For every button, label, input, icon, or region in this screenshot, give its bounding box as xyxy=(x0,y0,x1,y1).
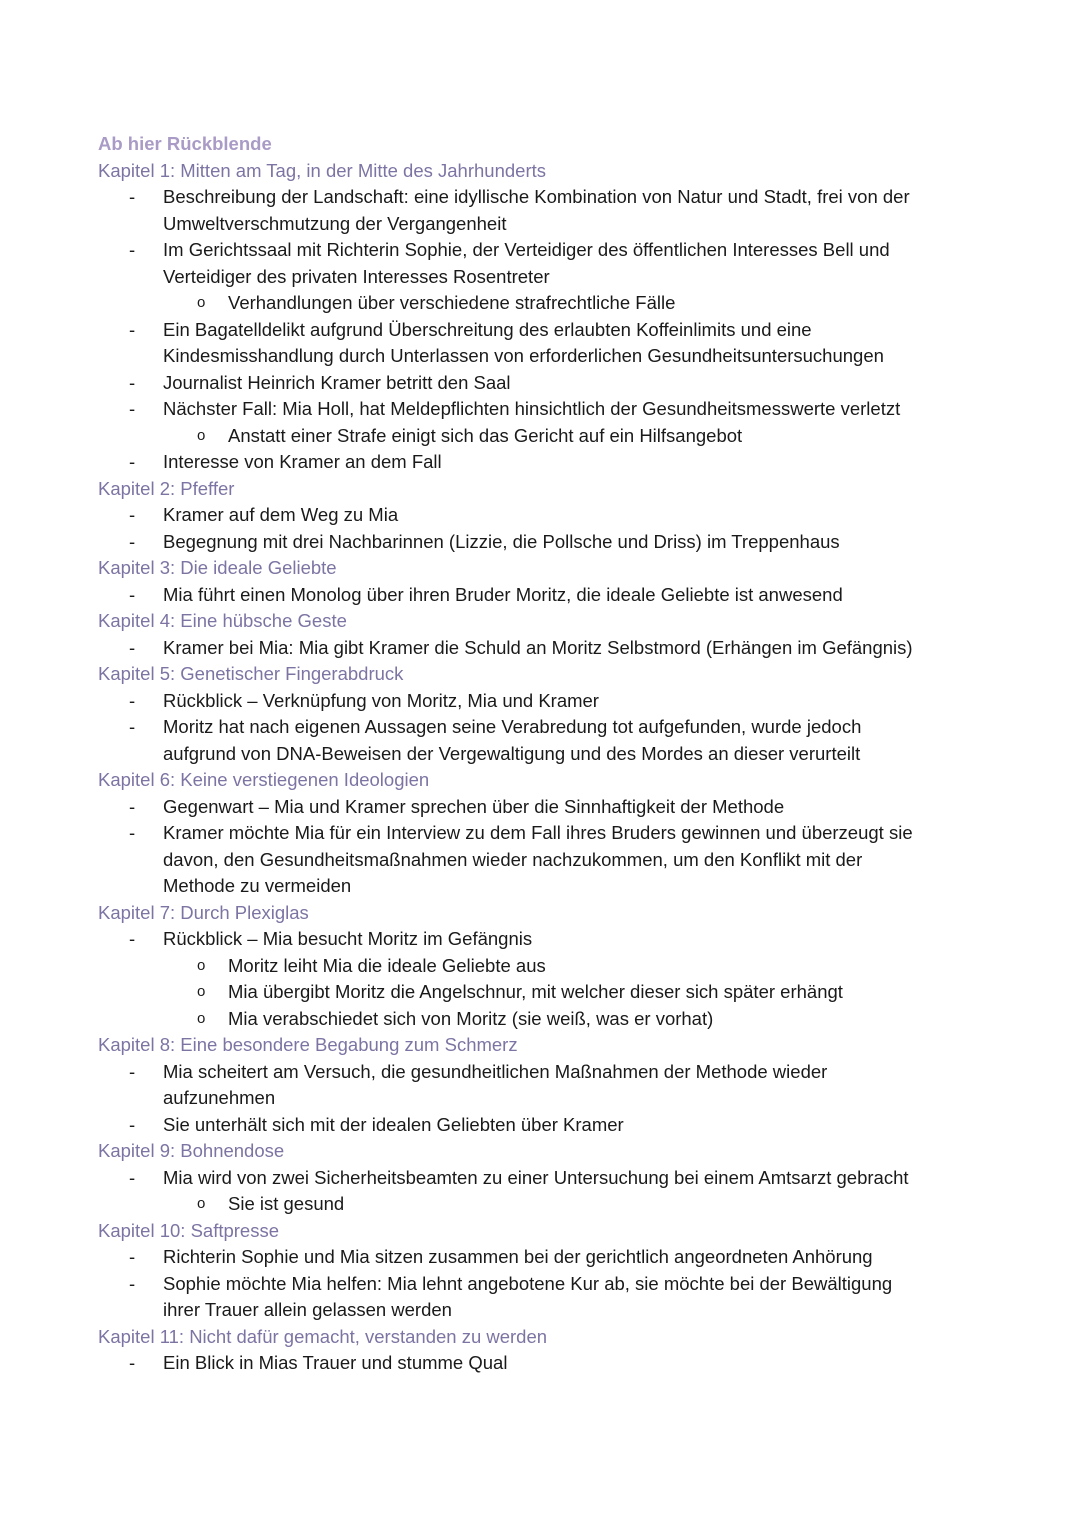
sub-bullet-item xyxy=(98,1006,998,1033)
item-text: Sophie möchte Mia helfen: Mia lehnt angebotene Kur ab, sie möchte bei der Bewältigung xyxy=(163,1272,893,1294)
chapter-title: Kapitel 5: Genetischer Fingerabdruck xyxy=(98,663,404,684)
item-text: Ein Blick in Mias Trauer und stumme Qual xyxy=(163,1352,508,1373)
bullet-item xyxy=(98,1165,998,1192)
item-text: Verteidiger des privaten Interesses Rosentreter xyxy=(163,265,550,287)
item-text: Sie unterhält sich mit der idealen Geliebten über Kramer xyxy=(163,1113,624,1135)
bullet-continuation xyxy=(98,873,998,900)
circle-bullet-icon: o xyxy=(197,956,206,974)
dash-bullet-icon: - xyxy=(129,795,136,817)
bullet-item xyxy=(98,1244,998,1271)
circle-bullet-icon: o xyxy=(197,1195,206,1212)
dash-bullet-icon: - xyxy=(129,1166,136,1188)
bullet-item xyxy=(98,237,998,264)
bullet-item xyxy=(98,184,998,211)
item-text: Ein Bagatelldelikt aufgrund Überschreitung des erlaubten Koffeinlimits und eine xyxy=(163,318,812,340)
bullet-item xyxy=(98,926,998,953)
chapter-title: Kapitel 2: Pfeffer xyxy=(98,477,235,499)
dash-bullet-icon: - xyxy=(129,530,136,552)
item-text: Kramer auf dem Weg zu Mia xyxy=(163,504,399,525)
item-text: Umweltverschmutzung der Vergangenheit xyxy=(163,212,507,234)
dash-bullet-icon: - xyxy=(129,822,136,843)
item-text: Gegenwart – Mia und Kramer sprechen über die Sinnhaftigkeit der Methode xyxy=(163,795,785,817)
bullet-item xyxy=(98,529,998,556)
item-text: Anstatt einer Strafe einigt sich das Gericht auf ein Hilfsangebot xyxy=(228,424,743,446)
dash-bullet-icon: - xyxy=(129,716,136,737)
dash-bullet-icon: - xyxy=(129,239,136,260)
item-text: Moritz hat nach eigenen Aussagen seine Verabredung tot aufgefunden, wurde jedoch xyxy=(163,716,862,737)
item-text: davon, den Gesundheitsmaßnahmen wieder nachzukommen, um den Konflikt mit der xyxy=(163,848,863,870)
bullet-continuation xyxy=(98,1085,998,1112)
dash-bullet-icon: - xyxy=(129,1113,136,1135)
dash-bullet-icon: - xyxy=(129,583,136,605)
dash-bullet-icon: - xyxy=(129,371,136,393)
item-text: Nächster Fall: Mia Holl, hat Meldepflichten hinsichtlich der Gesundheitsmesswerte verletzt xyxy=(163,398,901,419)
dash-bullet-icon: - xyxy=(129,1352,136,1373)
bullet-item xyxy=(98,1271,998,1298)
item-text: Begegnung mit drei Nachbarinnen (Lizzie, die Pollsche und Driss) im Treppenhaus xyxy=(163,530,840,552)
item-text: Richterin Sophie und Mia sitzen zusammen bei der gerichtlich angeordneten Anhörung xyxy=(163,1246,873,1267)
bullet-continuation xyxy=(98,847,998,874)
item-text: Rückblick – Verknüpfung von Moritz, Mia und Kramer xyxy=(163,689,599,711)
sub-bullet-item xyxy=(98,953,998,980)
dash-bullet-icon: - xyxy=(129,451,136,472)
bullet-item xyxy=(98,370,998,397)
chapter-title: Kapitel 9: Bohnendose xyxy=(98,1140,285,1161)
dash-bullet-icon: - xyxy=(129,1246,136,1267)
bullet-continuation xyxy=(98,741,998,768)
item-text: Mia übergibt Moritz die Angelschnur, mit welcher dieser sich später erhängt xyxy=(228,981,843,1002)
bullet-item xyxy=(98,688,998,715)
dash-bullet-icon: - xyxy=(129,928,136,949)
item-text: Kindesmisshandlung durch Unterlassen von erforderlichen Gesundheitsuntersuchungen xyxy=(163,345,884,366)
bullet-item xyxy=(98,635,998,662)
bullet-continuation xyxy=(98,343,998,370)
dash-bullet-icon: - xyxy=(129,186,136,207)
circle-bullet-icon: o xyxy=(197,983,206,1000)
dash-bullet-icon: - xyxy=(129,1272,136,1294)
bullet-item xyxy=(98,449,998,476)
circle-bullet-icon: o xyxy=(197,294,206,311)
chapter-title: Kapitel 3: Die ideale Geliebte xyxy=(98,557,337,578)
bullet-item xyxy=(98,714,998,741)
item-text: Mia führt einen Monolog über ihren Bruder Moritz, die ideale Geliebte ist anwesend xyxy=(163,583,843,605)
dash-bullet-icon: - xyxy=(129,636,136,658)
sub-bullet-item xyxy=(98,423,998,450)
item-text: Rückblick – Mia besucht Moritz im Gefängnis xyxy=(163,928,533,949)
item-text: Methode zu vermeiden xyxy=(163,875,352,896)
chapter-title: Kapitel 10: Saftpresse xyxy=(98,1219,279,1241)
chapter-title: Kapitel 4: Eine hübsche Geste xyxy=(98,610,347,631)
bullet-continuation xyxy=(98,211,998,238)
dash-bullet-icon: - xyxy=(129,689,136,711)
bullet-item xyxy=(98,582,998,609)
chapter-title: Kapitel 11: Nicht dafür gemacht, verstanden zu werden xyxy=(98,1325,548,1347)
item-text: aufgrund von DNA-Beweisen der Vergewaltigung und des Mordes an dieser verurteilt xyxy=(163,742,861,764)
item-text: Interesse von Kramer an dem Fall xyxy=(163,451,442,472)
bullet-continuation xyxy=(98,1297,998,1324)
document-body xyxy=(98,131,998,1377)
bullet-item xyxy=(98,396,998,423)
item-text: Mia scheitert am Versuch, die gesundheitlichen Maßnahmen der Methode wieder xyxy=(163,1060,828,1082)
dash-bullet-icon: - xyxy=(129,1060,136,1082)
item-text: Kramer bei Mia: Mia gibt Kramer die Schuld an Moritz Selbstmord (Erhängen im Gefängnis) xyxy=(163,636,913,658)
item-text: Mia verabschiedet sich von Moritz (sie weiß, was er vorhat) xyxy=(228,1007,714,1029)
bullet-item xyxy=(98,1112,998,1139)
sub-bullet-item xyxy=(98,1191,998,1218)
item-text: Journalist Heinrich Kramer betritt den Saal xyxy=(163,371,511,393)
chapter-title: Kapitel 1: Mitten am Tag, in der Mitte des Jahrhunderts xyxy=(98,159,547,181)
item-text: Beschreibung der Landschaft: eine idyllische Kombination von Natur und Stadt, frei von der xyxy=(163,186,910,207)
item-text: aufzunehmen xyxy=(163,1087,276,1108)
item-text: Verhandlungen über verschiedene strafrechtliche Fälle xyxy=(228,292,676,313)
item-text: Moritz leiht Mia die ideale Geliebte aus xyxy=(228,954,546,976)
item-text: Im Gerichtssaal mit Richterin Sophie, der Verteidiger des öffentlichen Interesses Bell und xyxy=(163,239,890,260)
chapter-title: Kapitel 7: Durch Plexiglas xyxy=(98,901,309,923)
item-text: Sie ist gesund xyxy=(228,1193,345,1214)
dash-bullet-icon: - xyxy=(129,504,136,525)
bullet-item xyxy=(98,820,998,847)
dash-bullet-icon: - xyxy=(129,398,136,419)
circle-bullet-icon: o xyxy=(197,426,206,444)
item-text: Mia wird von zwei Sicherheitsbeamten zu einer Untersuchung bei einem Amtsarzt gebracht xyxy=(163,1166,909,1188)
bullet-continuation xyxy=(98,264,998,291)
bullet-item xyxy=(98,794,998,821)
circle-bullet-icon: o xyxy=(197,1009,206,1027)
bullet-item xyxy=(98,502,998,529)
bullet-item xyxy=(98,1350,998,1377)
bullet-item xyxy=(98,1059,998,1086)
chapter-title: Kapitel 6: Keine verstiegenen Ideologien xyxy=(98,769,430,790)
bullet-item xyxy=(98,317,998,344)
sub-bullet-item xyxy=(98,290,998,317)
chapter-title: Kapitel 8: Eine besondere Begabung zum Schmerz xyxy=(98,1034,518,1055)
item-text: Kramer möchte Mia für ein Interview zu dem Fall ihres Bruders gewinnen und überzeugt sie xyxy=(163,822,913,843)
item-text: ihrer Trauer allein gelassen werden xyxy=(163,1299,452,1320)
sub-bullet-item xyxy=(98,979,998,1006)
dash-bullet-icon: - xyxy=(129,318,136,340)
section-heading: Ab hier Rückblende xyxy=(98,133,272,154)
